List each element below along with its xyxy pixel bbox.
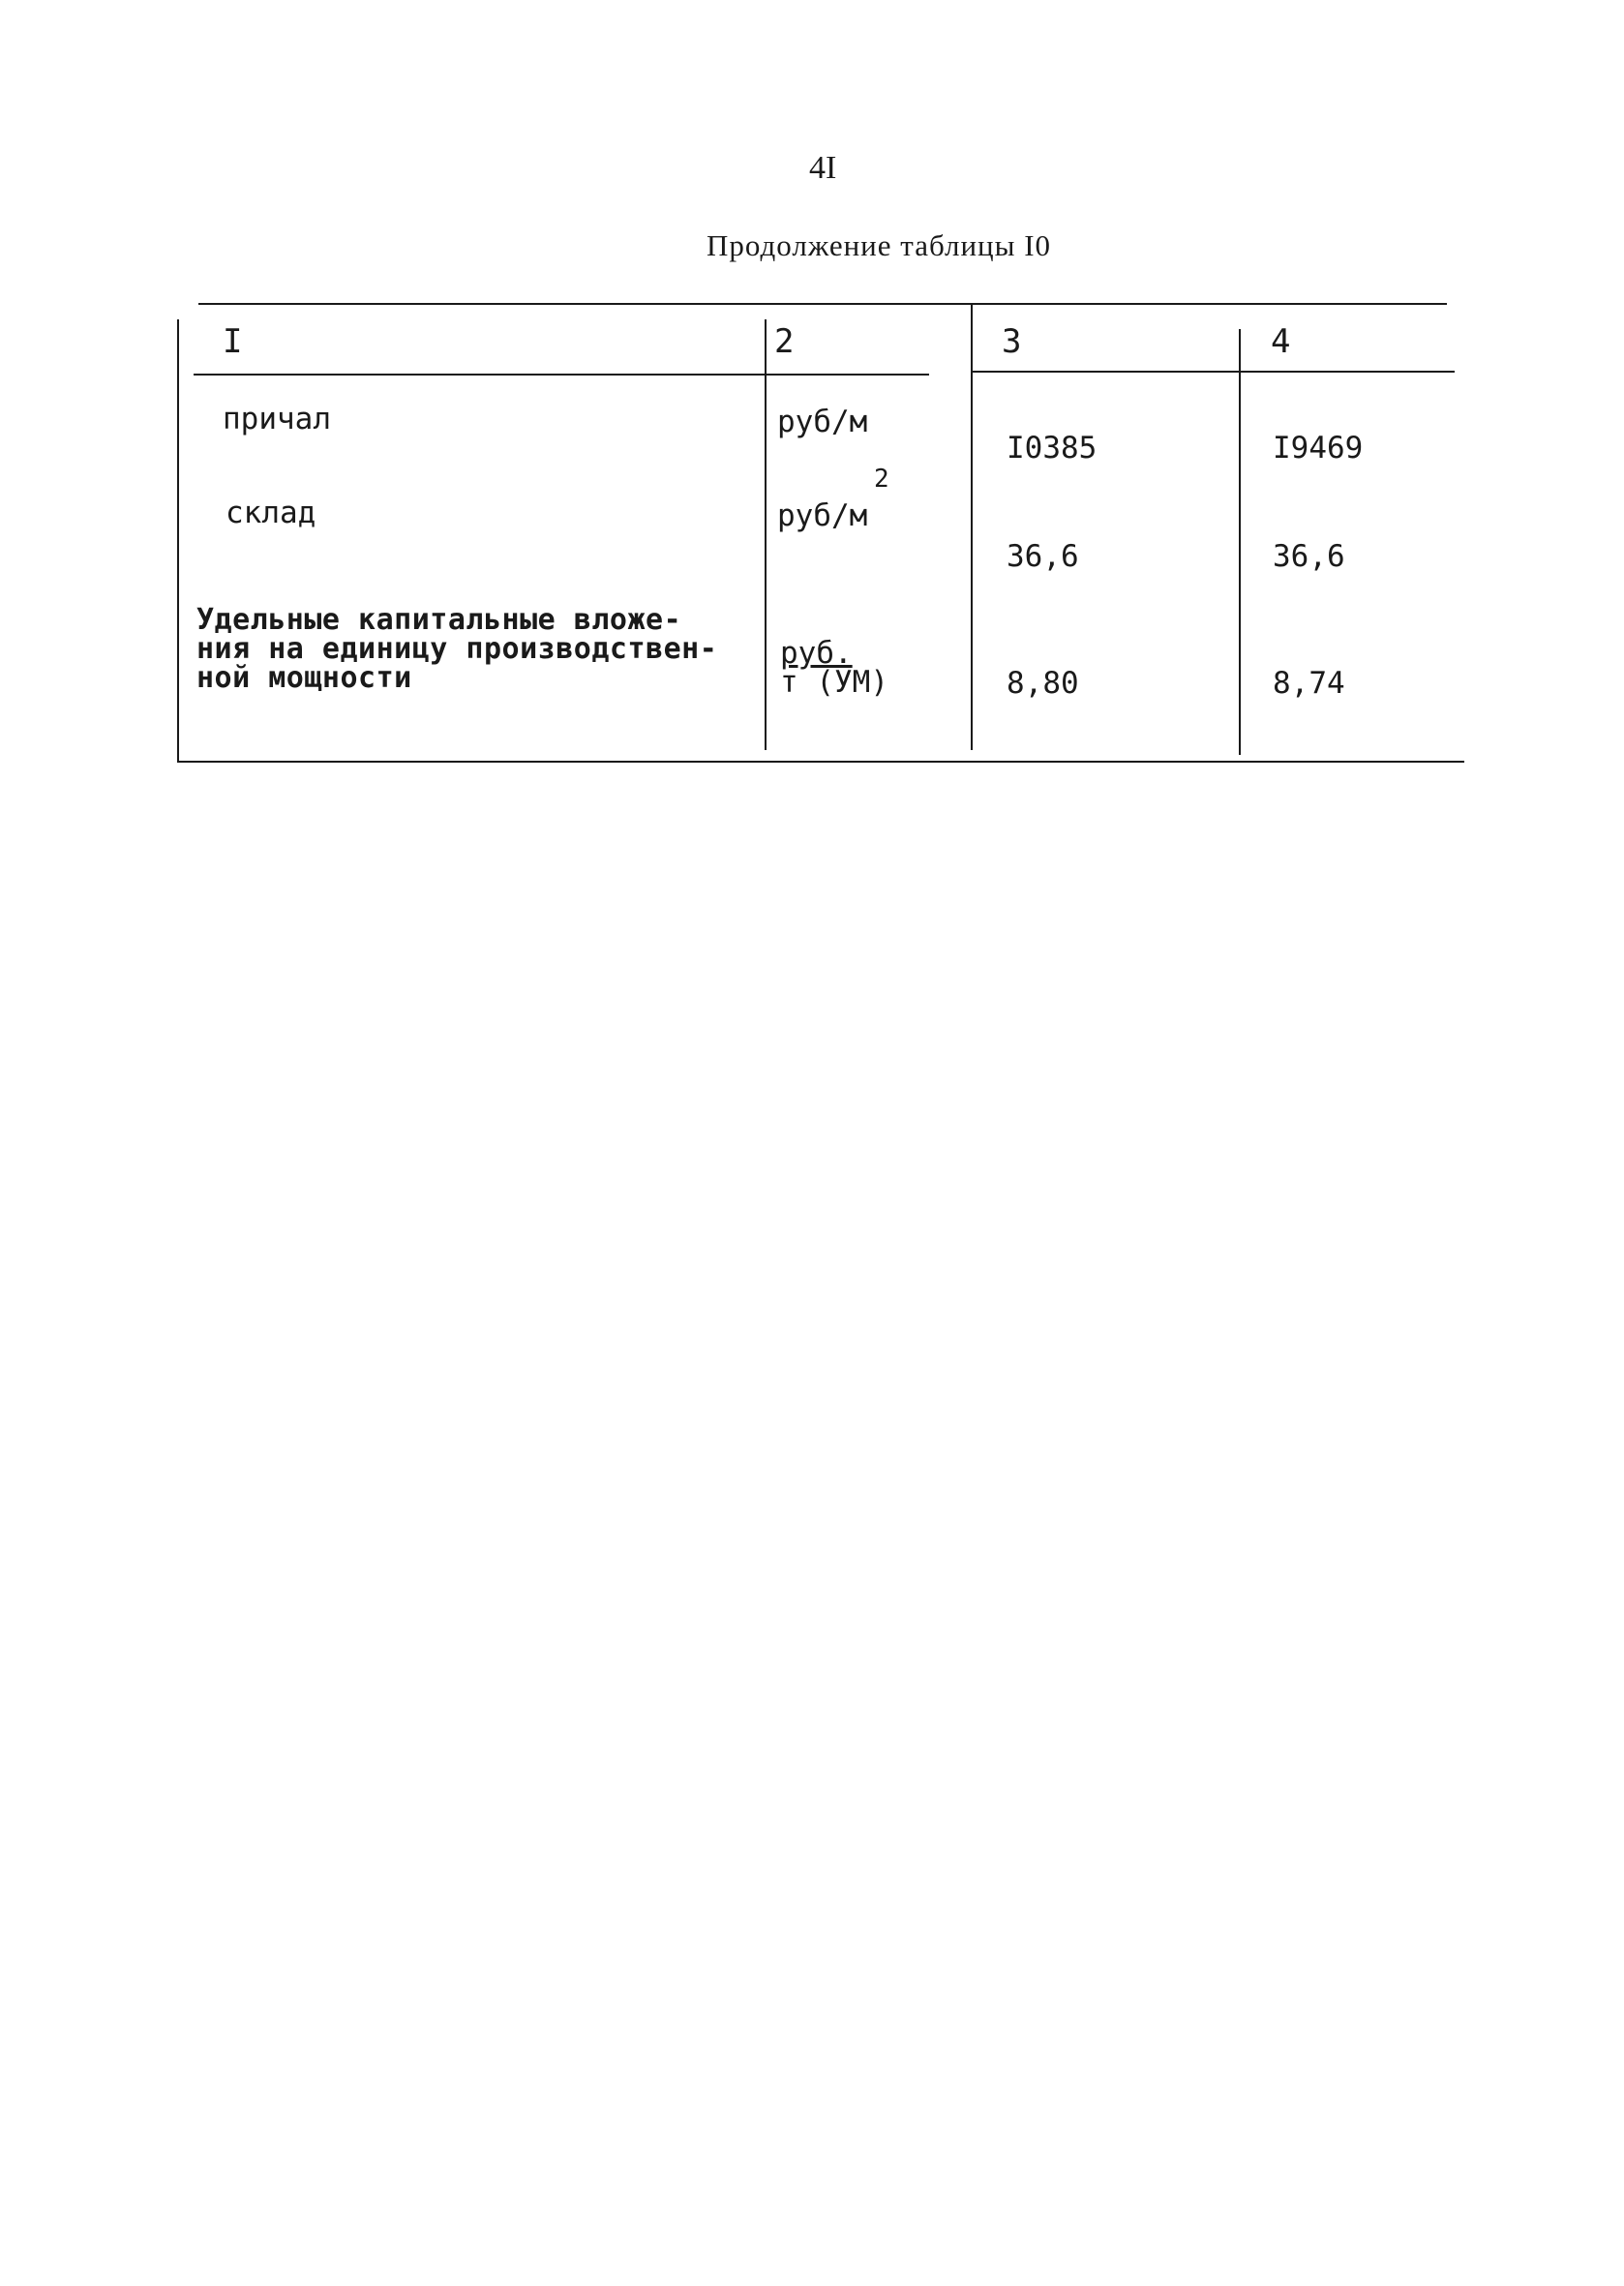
row-capex-name-line-3: ной мощности	[196, 661, 412, 695]
row-capex-unit-numerator: руб.	[780, 636, 853, 671]
row-capex-col4: 8,74	[1273, 666, 1345, 701]
table-left-border	[177, 319, 179, 763]
header-col-2: 2	[774, 322, 795, 361]
row-warehouse-col4: 36,6	[1273, 539, 1345, 574]
table-col-divider-1	[765, 319, 767, 750]
row-capex-unit-denominator: т (УМ)	[780, 665, 888, 700]
table-bottom-rule	[177, 761, 1464, 763]
header-col-3: 3	[1002, 322, 1022, 361]
row-pier-unit: руб/м	[777, 405, 868, 439]
row-warehouse-unit: руб/м	[777, 498, 868, 533]
table-header-rule-left	[194, 374, 929, 376]
row-pier-name: причал	[223, 402, 331, 436]
table-top-rule	[198, 303, 1447, 305]
table-col-divider-3	[1239, 329, 1241, 755]
table-header-rule-right	[971, 371, 1455, 373]
row-pier-col4: I9469	[1273, 431, 1364, 466]
row-warehouse-unit-sup: 2	[874, 465, 889, 494]
row-capex-name-line-2: ния на единицу производствен-	[196, 632, 718, 666]
row-pier-col3: I0385	[1007, 431, 1098, 466]
row-capex-col3: 8,80	[1007, 666, 1079, 701]
row-capex-unit	[780, 636, 888, 700]
header-col-1: I	[223, 322, 243, 361]
table-caption: Продолжение таблицы I0	[707, 228, 1052, 262]
row-warehouse-name: склад	[226, 496, 316, 530]
header-col-4: 4	[1271, 322, 1291, 361]
page-number: 4I	[809, 150, 837, 186]
row-capex-name	[196, 603, 718, 695]
row-capex-name-line-1: Удельные капитальные вложе-	[196, 603, 682, 637]
row-warehouse-col3: 36,6	[1007, 539, 1079, 574]
table-col-divider-2	[971, 305, 973, 750]
